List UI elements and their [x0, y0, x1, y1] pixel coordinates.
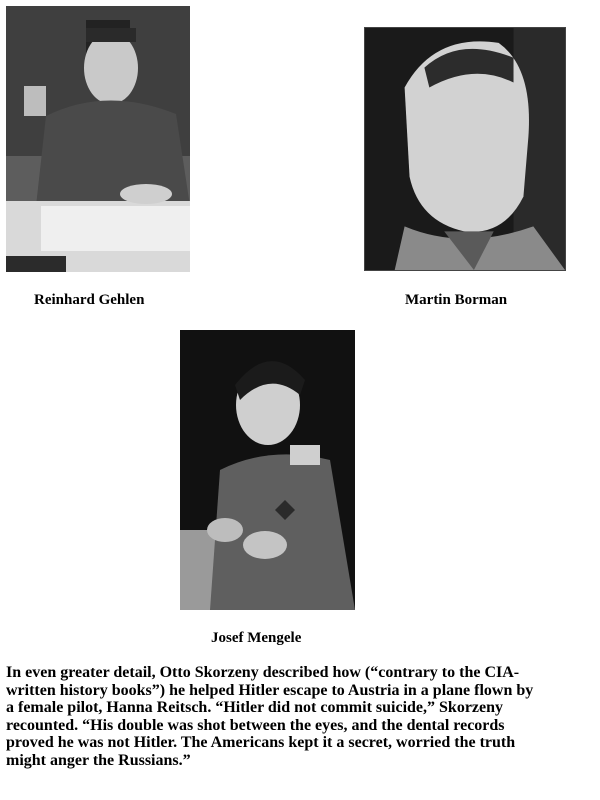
- body-text-line: In even greater detail, Otto Skorzeny described how (“contrary to the CIA-: [6, 664, 520, 681]
- photo-reinhard-gehlen-image: [6, 6, 190, 272]
- photo-martin-borman: [364, 27, 566, 271]
- body-paragraph: [6, 664, 596, 769]
- body-text-line: proved he was not Hitler. The Americans kept it a secret, worried the truth: [6, 734, 516, 751]
- body-text-line: might anger the Russians.”: [6, 751, 191, 769]
- caption-martin-borman: Martin Borman: [405, 292, 508, 308]
- photo-josef-mengele: [180, 330, 355, 610]
- caption-reinhard-gehlen: Reinhard Gehlen: [34, 292, 145, 308]
- body-text-line: recounted. “His double was shot between the eyes, and the dental records: [6, 716, 505, 734]
- body-text-line: written history books”) he helped Hitler escape to Austria in a plane flown by: [6, 681, 534, 699]
- body-text-line: a female pilot, Hanna Reitsch. “Hitler did not commit suicide,” Skorzeny: [6, 699, 504, 716]
- photo-josef-mengele-image: [180, 330, 355, 610]
- caption-josef-mengele: Josef Mengele: [211, 630, 302, 646]
- photo-reinhard-gehlen: [6, 6, 190, 272]
- photo-martin-borman-image: [365, 28, 565, 270]
